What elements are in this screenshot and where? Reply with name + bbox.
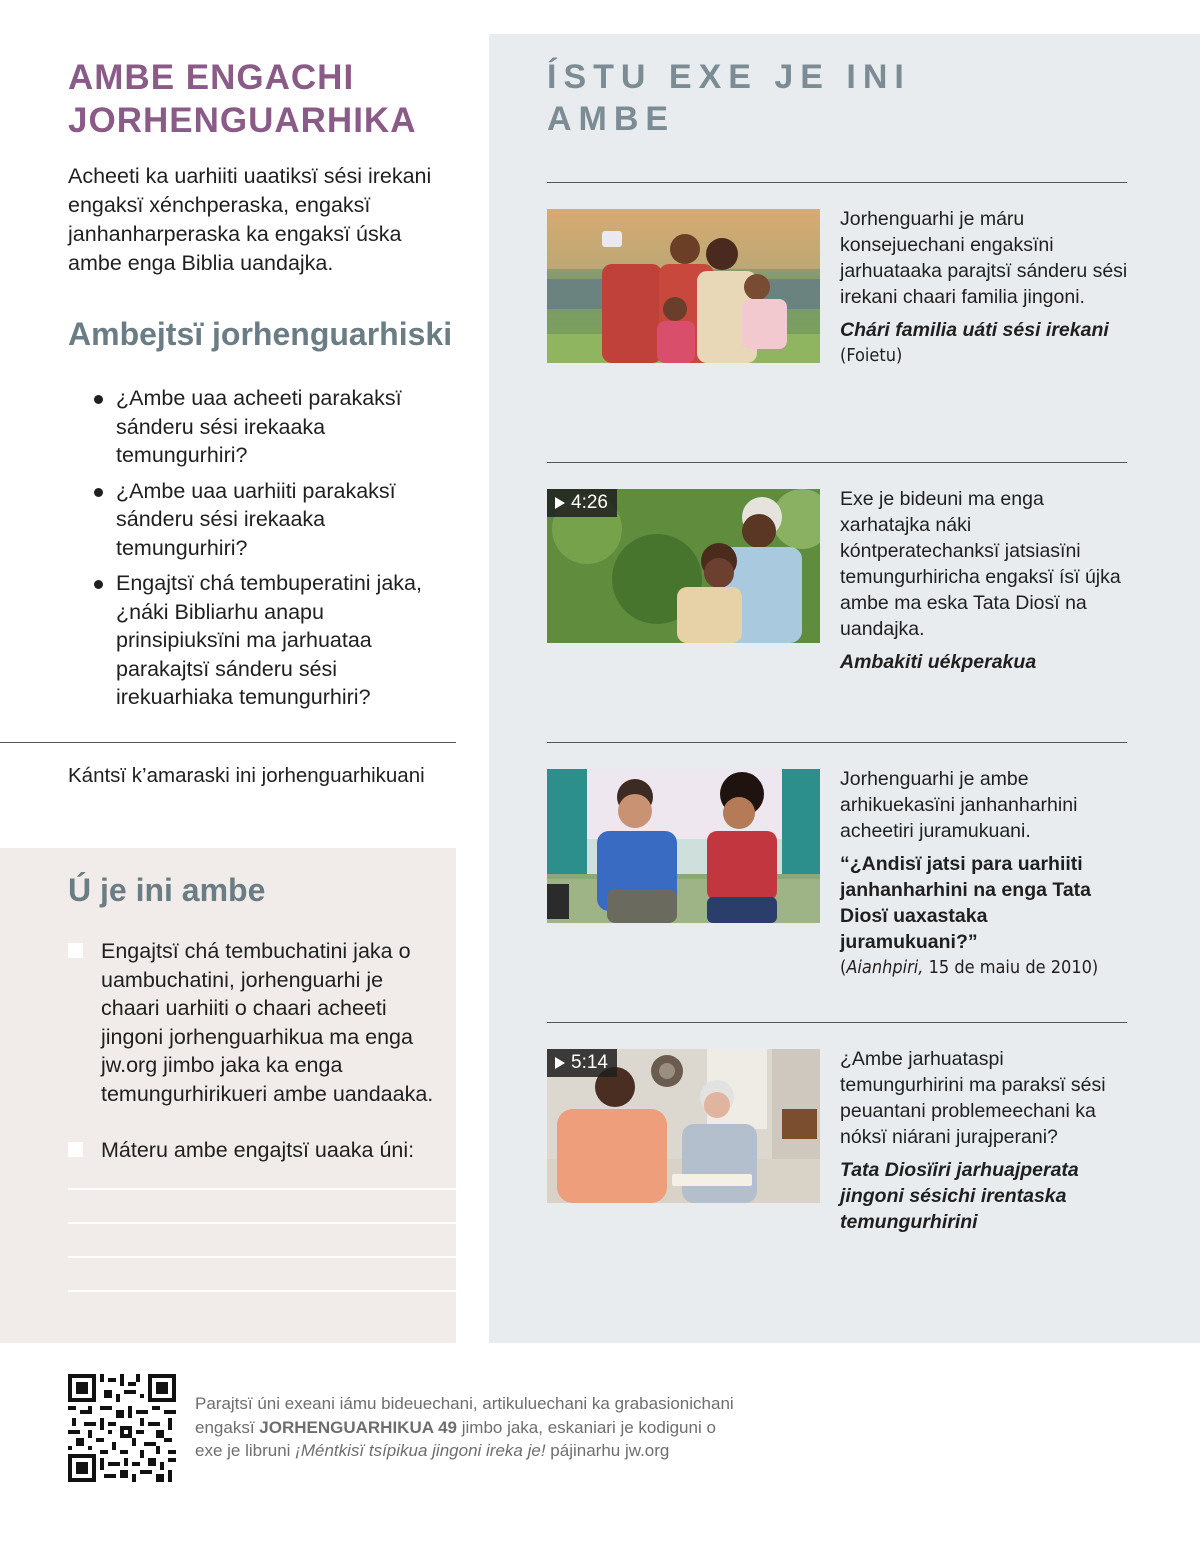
card-link[interactable]: Tata Diosïiri jarhuajperata jingoni sésichi irentaska temungurhirini [840,1159,1079,1233]
duration-text: 5:14 [571,1052,608,1073]
question-text: ¿Ambe uaa uarhiiti parakaksï sánderu sési irekaaka temungurhiri? [116,478,396,560]
divider [547,182,1127,183]
card-link[interactable]: “¿Andisï jatsi para uarhiiti janhanharhini na enga Tata Diosï uaxastaka juramukuani?” [840,853,1092,953]
footer-text [195,1392,735,1463]
list-item [92,569,452,712]
family-selfie-image[interactable] [547,209,820,363]
paren-open: ( [840,957,847,978]
list-item [92,384,452,470]
divider [0,742,456,743]
card-description: Jorhenguarhi je máru konsejuechani engaksïni jarhuataaka parajtsï sánderu sési irekani chaari familia jingoni. [840,208,1128,308]
questions-list [92,384,452,719]
write-line [68,1290,456,1292]
card-text [840,206,1130,369]
play-icon [555,497,565,509]
card-link[interactable]: Ambakiti uékperakua [840,651,1037,673]
bullet-icon [94,488,103,497]
write-line [68,1188,456,1190]
card-text [840,486,1130,675]
checklist-item[interactable] [68,937,438,1108]
checklist-label: Máteru ambe engajtsï uaaka úni: [101,1138,415,1162]
checkbox-icon[interactable] [68,943,83,958]
write-line [68,1222,456,1224]
page-title: AMBE ENGACHI JORHENGUARHIKA [68,58,417,140]
divider [547,742,1127,743]
source-date: 15 de maiu de 2010) [923,957,1099,978]
footer-book-title[interactable]: ¡Méntkisï tsípikua jingoni ireka je! [295,1441,546,1460]
card-description: Jorhenguarhi je ambe arhikuekasïni janhanharhini acheetiri juramukuani. [840,768,1078,842]
card-text [840,1046,1130,1235]
intro-text: Acheeti ka uarhiiti uaatiksï sési irekani engaksï xénchperaska, engaksï janhanharperaska ka engaksï úska ambe enga Biblia uandajka. [68,164,432,275]
checklist-item[interactable] [68,1136,438,1165]
divider [547,462,1127,463]
card-source: (Foietu) [840,345,903,366]
video-duration-badge [547,1049,617,1077]
question-text: ¿Ambe uaa acheeti parakaksï sánderu sési irekaaka temungurhiri? [116,386,402,467]
question-text: Engajtsï chá tembuperatini jaka, ¿náki Bibliarhu anapu prinsipiuksïni ma jarhuataa parakajtsï sánderu sési irekuarhiaka temungurhiri? [116,571,422,709]
checkbox-icon[interactable] [68,1142,83,1157]
card-source [840,955,1130,981]
song-line: Kántsï k’amaraski ini jorhenguarhikuani [68,764,425,787]
write-line [68,1256,456,1258]
action-box-title: Ú je ini ambe [68,872,266,908]
footer-text-b: jimbo jaka, eskaniari je kodiguni o exe je libruni [195,1417,716,1460]
video-duration-badge [547,489,617,517]
elderly-couple-video[interactable] [547,489,820,643]
card-link[interactable]: Chári familia uáti sési irekani [840,319,1109,341]
couple-talking-image[interactable] [547,769,820,923]
right-title: ÍSTU EXE JE INI AMBE [547,58,911,138]
duration-text: 4:26 [571,492,608,513]
qr-code-icon[interactable] [68,1374,176,1482]
card-text [840,766,1130,981]
bullet-icon [94,580,103,589]
questions-heading: Ambejtsï jorhenguarhiski [68,316,453,352]
list-item [92,477,452,563]
divider [547,1022,1127,1023]
bullet-icon [94,395,103,404]
couple-reading-video[interactable] [547,1049,820,1203]
footer-text-a: Parajtsï úni exeani iámu bideuechani, artikuluechani ka grabasionichani engaksï [195,1394,734,1437]
card-description: Exe je bideuni ma enga xarhatajka náki kóntperatechanksï jatsiasïni temungurhiricha engaksï ísï újka ambe ma eska Tata Diosï na uandajka. [840,488,1121,640]
source-title: Aianhpiri, [846,957,924,978]
footer-text-c: pájinarhu jw.org [545,1441,670,1460]
checklist-label: Engajtsï chá tembuchatini jaka o uambuchatini, jorhenguarhi je chaari uarhiiti o chaari acheeti jingoni jorhenguarhikua ma enga jw.org jimbo jaka ka enga temungurhirikueri ambe uandaaka. [101,939,434,1106]
card-description: ¿Ambe jarhuataspi temungurhirini ma paraksï sési peuantani problemeechani ka nóksï niárani jurajperani? [840,1048,1106,1148]
footer-bold: JORHENGUARHIKUA 49 [259,1417,457,1437]
play-icon [555,1057,565,1069]
